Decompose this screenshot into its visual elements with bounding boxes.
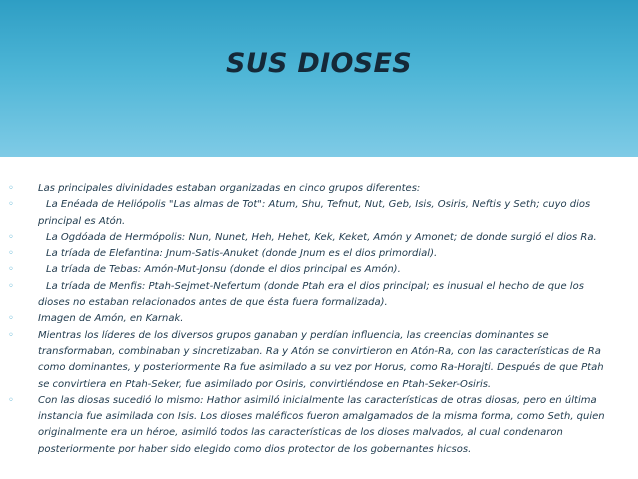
bullet-text: La Ogdóada de Hermópolis: Nun, Nunet, Heh, Hehet, Kek, Keket, Amón y Amonet; de donde surgió el dios Ra. — [46, 231, 597, 243]
bullet-item — [8, 197, 616, 230]
bullet-item — [8, 230, 616, 246]
bullet-item — [8, 181, 616, 197]
bullet-marker: ◦ — [8, 199, 14, 211]
bullet-item — [8, 311, 616, 327]
bullet-marker: ◦ — [8, 183, 14, 194]
bullet-item — [8, 393, 616, 458]
bullet-text: Las principales divinidades estaban organizadas en cinco grupos diferentes: — [38, 183, 421, 194]
bullet-marker: ◦ — [8, 248, 14, 260]
bullet-marker: ◦ — [8, 264, 14, 276]
bullet-item — [8, 262, 616, 278]
bullet-marker: ◦ — [8, 231, 14, 243]
bullet-item — [8, 246, 616, 262]
bullet-marker: ◦ — [8, 313, 14, 325]
bullet-text: La tríada de Menfis: Ptah-Sejmet-Nefertum (donde Ptah era el dios principal; es inusual el hecho de que los dioses no estaban relacionados antes de que ésta fuera formalizada). — [38, 280, 584, 309]
bullet-text: La tríada de Elefantina: Jnum-Satis-Anuket (donde Jnum es el dios primordial). — [46, 248, 438, 260]
bullet-text: La tríada de Tebas: Amón-Mut-Jonsu (donde el dios principal es Amón). — [46, 264, 401, 276]
slide-title: SUS DIOSES — [226, 48, 412, 79]
bullet-text: Imagen de Amón, en Karnak. — [38, 313, 184, 325]
title-banner — [0, 0, 638, 157]
bullet-marker: ◦ — [8, 394, 14, 406]
bullet-list — [8, 181, 616, 458]
bullet-item — [8, 328, 616, 393]
bullet-text: Mientras los líderes de los diversos grupos ganaban y perdían influencia, las creencias dominantes se transformaban, combinaban y sincretizaban. Ra y Atón se convirtieron en Atón-Ra, con las características de Ra como dominantes, y posteriormente Ra fue asimilado a su vez por Horus, como Ra-Horajti. Después de que Ptah se convirtiera en Ptah-Seker, fue asimilado por Osiris, convirtiéndose en Ptah-Seker-Osiris. — [38, 329, 604, 390]
bullet-item — [8, 279, 616, 312]
bullet-text: La Enéada de Heliópolis "Las almas de Tot": Atum, Shu, Tefnut, Nut, Geb, Isis, Osiris, Neftis y Seth; cuyo dios principal es Atón. — [38, 199, 591, 227]
bullet-text: Con las diosas sucedió lo mismo: Hathor asimiló inicialmente las características de otras diosas, pero en última instancia fue asimilada con Isis. Los dioses maléficos fueron amalgamados de la misma forma, como Seth, quien originalmente era un héroe, asimiló todos las características de los dioses malvados, al cual condenaron posteriormente por haber sido elegido como dios protector de los gobernantes hicsos. — [38, 394, 605, 455]
bullet-marker: ◦ — [8, 329, 14, 341]
bullet-marker: ◦ — [8, 280, 14, 292]
